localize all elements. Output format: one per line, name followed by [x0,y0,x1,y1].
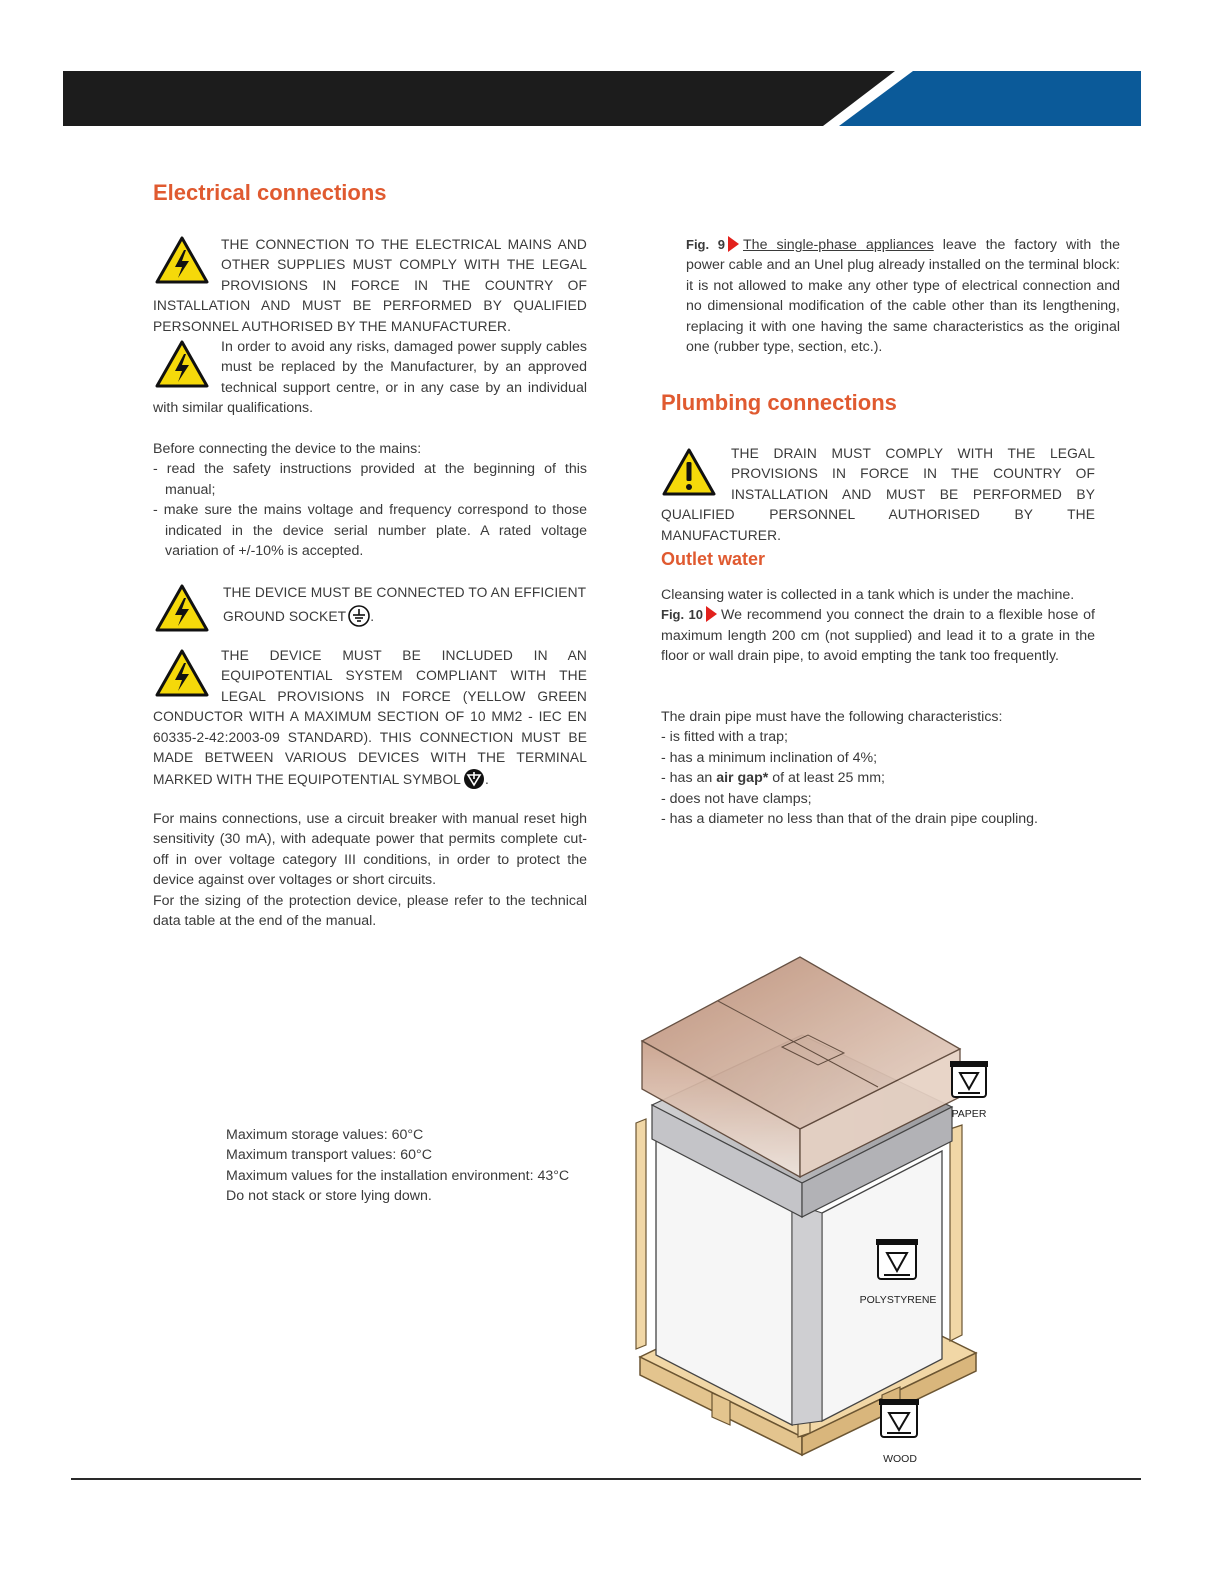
paper-recycle-icon [950,1061,988,1097]
breaker-block [153,809,587,931]
before-connecting-intro: Before connecting the device to the mains: [153,441,422,457]
fig9-reference: Fig. 9 [686,237,726,252]
list-item: - does not have clamps; [661,790,812,807]
fig10-reference: Fig. 10 [661,607,704,623]
packaging-illustration [632,955,992,1475]
fig9-underlined: The single-phase appliances [743,237,934,253]
sizing-paragraph: For the sizing of the protection device, please refer to the technical data table at the end of the manual. [153,892,587,930]
polystyrene-label: POLYSTYRENE [859,1294,937,1306]
fig9-text: leave the factory with the power cable and an Unel plug already installed on the terminal block: it is not allowed to make any other type of electrical connection and no dimensional modification of the cable other than its lengthening, replacing it with one having the same characteristics as the original one (rubber type, section, etc.). [686,237,1120,356]
outlet-water-title: Outlet water [661,549,766,569]
storage-values [226,1125,569,1207]
breaker-paragraph: For mains connections, use a circuit breaker with manual reset high sensitivity (30 mA), with adequate power that permits complete cut-off in over voltage category III conditions, in order to protect the device against over voltages or short circuits. [153,811,587,889]
list-item [661,768,1095,788]
storage-line: Maximum storage values: 60°C [226,1127,424,1143]
polystyrene-recycle-icon [876,1239,918,1279]
list-item: - read the safety instructions provided at the beginning of this manual; [153,461,587,498]
fig-arrow-icon [706,606,717,622]
storage-line: Maximum transport values: 60°C [226,1147,432,1164]
air-gap-suffix: of at least 25 mm; [768,770,885,787]
ground-socket-warning: THE DEVICE MUST BE CONNECTED TO AN EFFICIENT GROUND SOCKET . [223,581,587,629]
list-item: - has a diameter no less than that of the drain pipe coupling. [661,811,1038,828]
drain-pipe-intro: The drain pipe must have the following characteristics: [661,709,1003,725]
drain-pipe-block [661,707,1095,829]
electrical-warning-2-text: In order to avoid any risks, damaged power supply cables must be replaced by the Manufacturer, by an approved technical support centre, or in any case by an individual with similar qualifications. [153,339,587,417]
wood-recycle-icon [879,1399,919,1437]
header-dark-band [63,71,895,126]
equipotential-warning: THE DEVICE MUST BE INCLUDED IN AN EQUIPOTENTIAL SYSTEM COMPLIANT WITH THE LEGAL PROVISIONS IN FORCE (YELLOW GREEN CONDUCTOR WITH A MAXIMUM SECTION OF 10 MM2 - IEC EN 60335-2-42:2003-09 STANDARD). THIS CONNECTION MUST BE MADE BETWEEN VARIOUS DEVICES WITH THE TERMINAL MARKED WITH THE EQUIPOTENTIAL SYMBOL . [153,646,587,791]
outlet-water-paragraph [661,585,1095,667]
header-band [63,71,1141,126]
list-item: - make sure the mains voltage and frequency correspond to those indicated in the device serial number plate. A rated voltage variation of +/-10% is accepted. [153,502,587,560]
electrical-warning-1-text: THE CONNECTION TO THE ELECTRICAL MAINS AND OTHER SUPPLIES MUST COMPLY WITH THE LEGAL PROVISIONS IN FORCE IN THE COUNTRY OF INSTALLATION AND MUST BE PERFORMED BY QUALIFIED PERSONNEL AUTHORISED BY THE MANUFACTURER. [153,237,587,334]
electrical-title: Electrical connections [153,180,387,205]
drain-warning [661,444,1095,546]
storage-line: Do not stack or store lying down. [226,1188,432,1205]
electrical-warning-1 [153,235,587,337]
paper-label: PAPER [951,1108,987,1120]
fig10-text: We recommend you connect the drain to a flexible hose of maximum length 200 cm (not supplied) and lead it to a grate in the floor or wall drain pipe, to avoid empting the tank too frequently. [661,607,1095,665]
plumbing-title: Plumbing connections [661,390,897,415]
list-item: - has a minimum inclination of 4%; [661,749,878,766]
equipotential-symbol-icon [463,768,485,790]
footer-rule [71,1478,1141,1480]
air-gap-prefix: - has an [661,770,717,787]
ground-socket-warning-text: THE DEVICE MUST BE CONNECTED TO AN EFFICIENT GROUND SOCKET [223,585,586,624]
storage-line: Maximum values for the installation environment: 43°C [226,1167,570,1184]
fig-arrow-icon [728,236,739,252]
equipotential-warning-text: THE DEVICE MUST BE INCLUDED IN AN EQUIPOTENTIAL SYSTEM COMPLIANT WITH THE LEGAL PROVISIONS IN FORCE (YELLOW GREEN CONDUCTOR WITH A MAXIMUM SECTION OF 10 MM2 - IEC EN 60335-2-42:2003-09 STANDARD). THIS CONNECTION MUST BE MADE BETWEEN VARIOUS DEVICES WITH THE TERMINAL MARKED WITH THE EQUIPOTENTIAL SYMBOL [153,648,587,788]
before-connecting-block [153,439,587,561]
electrical-warning-2 [153,337,587,419]
drain-warning-text: THE DRAIN MUST COMPLY WITH THE LEGAL PROVISIONS IN FORCE IN THE COUNTRY OF INSTALLATION AND MUST BE PERFORMED BY QUALIFIED PERSONNEL AUTHORISED BY THE MANUFACTURER. [661,446,1095,543]
air-gap-bold: air gap* [716,770,769,787]
list-item: - is fitted with a trap; [661,729,788,746]
outlet-water-line: Cleansing water is collected in a tank which is under the machine. [661,587,1075,603]
fig9-paragraph [686,235,1120,357]
header-blue-band [839,71,1141,126]
ground-symbol-icon [348,605,370,627]
electric-warning-icon [155,584,209,632]
wood-label: WOOD [883,1453,917,1465]
